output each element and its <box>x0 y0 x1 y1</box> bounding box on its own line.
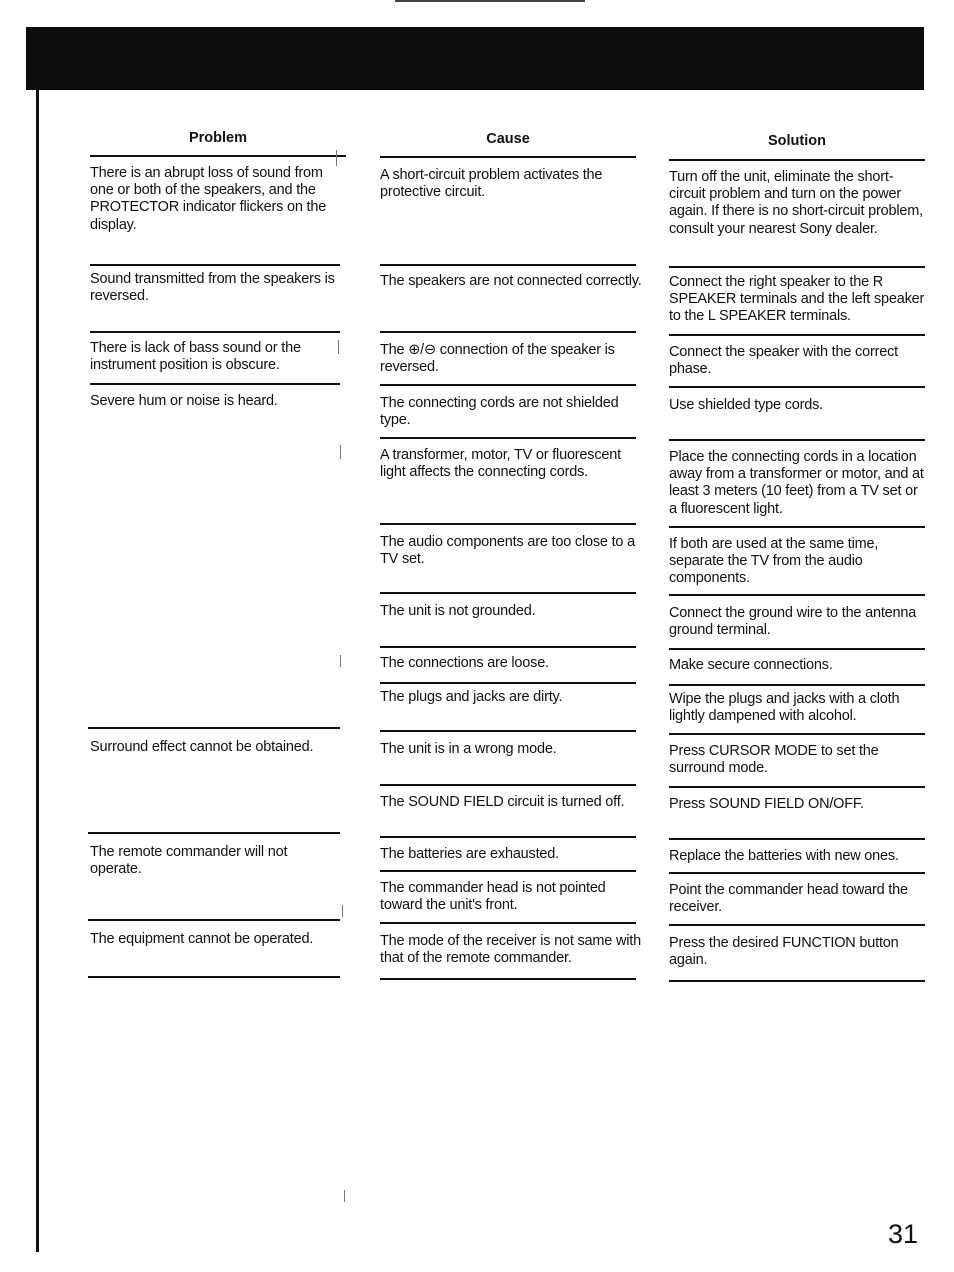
cause-header-rule <box>380 156 636 158</box>
cause-cell: A transformer, motor, TV or fluorescent light affects the connecting cords. <box>380 447 621 481</box>
scan-mark <box>340 655 341 667</box>
solution-cell: Turn off the unit, eliminate the short-circuit problem and turn on the power again. If there is no short-circuit problem, consult your nearest Sony dealer. <box>669 169 923 237</box>
solution-cell: Point the commander head toward the receiver. <box>669 882 908 916</box>
row-divider <box>88 727 340 729</box>
table-bottom-rule <box>380 978 636 980</box>
row-divider <box>669 439 925 441</box>
top-rule <box>395 0 585 2</box>
scan-mark <box>344 1190 345 1202</box>
solution-header-rule <box>669 159 925 161</box>
cause-cell: The unit is in a wrong mode. <box>380 741 557 757</box>
problem-header: Problem <box>188 130 247 146</box>
solution-cell: Connect the right speaker to the R SPEAKER terminals and the left speaker to the L SPEAKER terminals. <box>669 274 925 325</box>
row-divider <box>669 266 925 268</box>
row-divider <box>88 832 340 834</box>
row-divider <box>90 331 340 333</box>
problem-cell: Surround effect cannot be obtained. <box>90 739 314 755</box>
problem-cell: The remote commander will not operate. <box>90 844 288 878</box>
solution-cell: If both are used at the same time, separate the TV from the audio components. <box>669 536 879 587</box>
row-divider <box>669 526 925 528</box>
header-bar <box>26 27 924 90</box>
problem-header-rule <box>90 155 346 157</box>
cause-cell: The audio components are too close to a TV set. <box>380 534 635 568</box>
cause-cell: The commander head is not pointed toward the unit's front. <box>380 880 606 914</box>
solution-cell: Press SOUND FIELD ON/OFF. <box>669 796 864 812</box>
scan-mark <box>342 905 343 917</box>
row-divider <box>380 646 636 648</box>
solution-cell: Use shielded type cords. <box>669 397 823 413</box>
cause-cell: A short-circuit problem activates the protective circuit. <box>380 167 603 201</box>
row-divider <box>669 786 925 788</box>
left-binding-rule <box>36 90 39 1252</box>
cause-cell: The mode of the receiver is not same with that of the remote commander. <box>380 933 641 967</box>
problem-cell: The equipment cannot be operated. <box>90 931 314 947</box>
row-divider <box>380 264 636 266</box>
cause-cell: The unit is not grounded. <box>380 603 536 619</box>
row-divider <box>380 730 636 732</box>
solution-cell: Wipe the plugs and jacks with a cloth lightly dampened with alcohol. <box>669 691 900 725</box>
problem-cell: There is lack of bass sound or the instrument position is obscure. <box>90 340 301 374</box>
cause-cell: The connections are loose. <box>380 655 549 671</box>
row-divider <box>380 870 636 872</box>
problem-cell: Sound transmitted from the speakers is reversed. <box>90 271 335 305</box>
row-divider <box>669 334 925 336</box>
row-divider <box>380 784 636 786</box>
cause-header: Cause <box>486 131 530 147</box>
solution-cell: Place the connecting cords in a location away from a transformer or motor, and at least 3 meters (10 feet) from a TV set or a fluorescent light. <box>669 449 924 517</box>
row-divider <box>90 383 340 385</box>
solution-cell: Replace the batteries with new ones. <box>669 848 899 864</box>
cause-cell: The ⊕/⊖ connection of the speaker is reversed. <box>380 342 615 376</box>
table-bottom-rule <box>88 976 340 978</box>
row-divider <box>88 919 340 921</box>
problem-cell: There is an abrupt loss of sound from one or both of the speakers, and the PROTECTOR indicator flickers on the display. <box>90 165 327 233</box>
solution-cell: Press the desired FUNCTION button again. <box>669 935 899 969</box>
row-divider <box>380 384 636 386</box>
page-number: 31 <box>888 1219 919 1249</box>
table-bottom-rule <box>669 980 925 982</box>
solution-cell: Make secure connections. <box>669 657 833 673</box>
row-divider <box>669 386 925 388</box>
row-divider <box>669 684 925 686</box>
row-divider <box>669 648 925 650</box>
solution-cell: Connect the ground wire to the antenna ground terminal. <box>669 605 917 639</box>
solution-cell: Press CURSOR MODE to set the surround mode. <box>669 743 879 777</box>
row-divider <box>669 838 925 840</box>
scan-mark <box>340 445 341 459</box>
scan-mark <box>336 150 337 166</box>
row-divider <box>669 872 925 874</box>
problem-cell: Severe hum or noise is heard. <box>90 393 278 409</box>
row-divider <box>380 592 636 594</box>
row-divider <box>380 922 636 924</box>
row-divider <box>669 594 925 596</box>
row-divider <box>380 437 636 439</box>
cause-cell: The connecting cords are not shielded type. <box>380 395 619 429</box>
solution-header: Solution <box>768 133 826 149</box>
row-divider <box>380 523 636 525</box>
row-divider <box>380 682 636 684</box>
scan-mark <box>338 340 339 354</box>
cause-cell: The SOUND FIELD circuit is turned off. <box>380 794 625 810</box>
row-divider <box>90 264 340 266</box>
cause-cell: The plugs and jacks are dirty. <box>380 689 563 705</box>
row-divider <box>380 836 636 838</box>
row-divider <box>669 924 925 926</box>
row-divider <box>669 733 925 735</box>
solution-cell: Connect the speaker with the correct phase. <box>669 344 898 378</box>
row-divider <box>380 331 636 333</box>
cause-cell: The batteries are exhausted. <box>380 846 559 862</box>
cause-cell: The speakers are not connected correctly. <box>380 273 642 289</box>
